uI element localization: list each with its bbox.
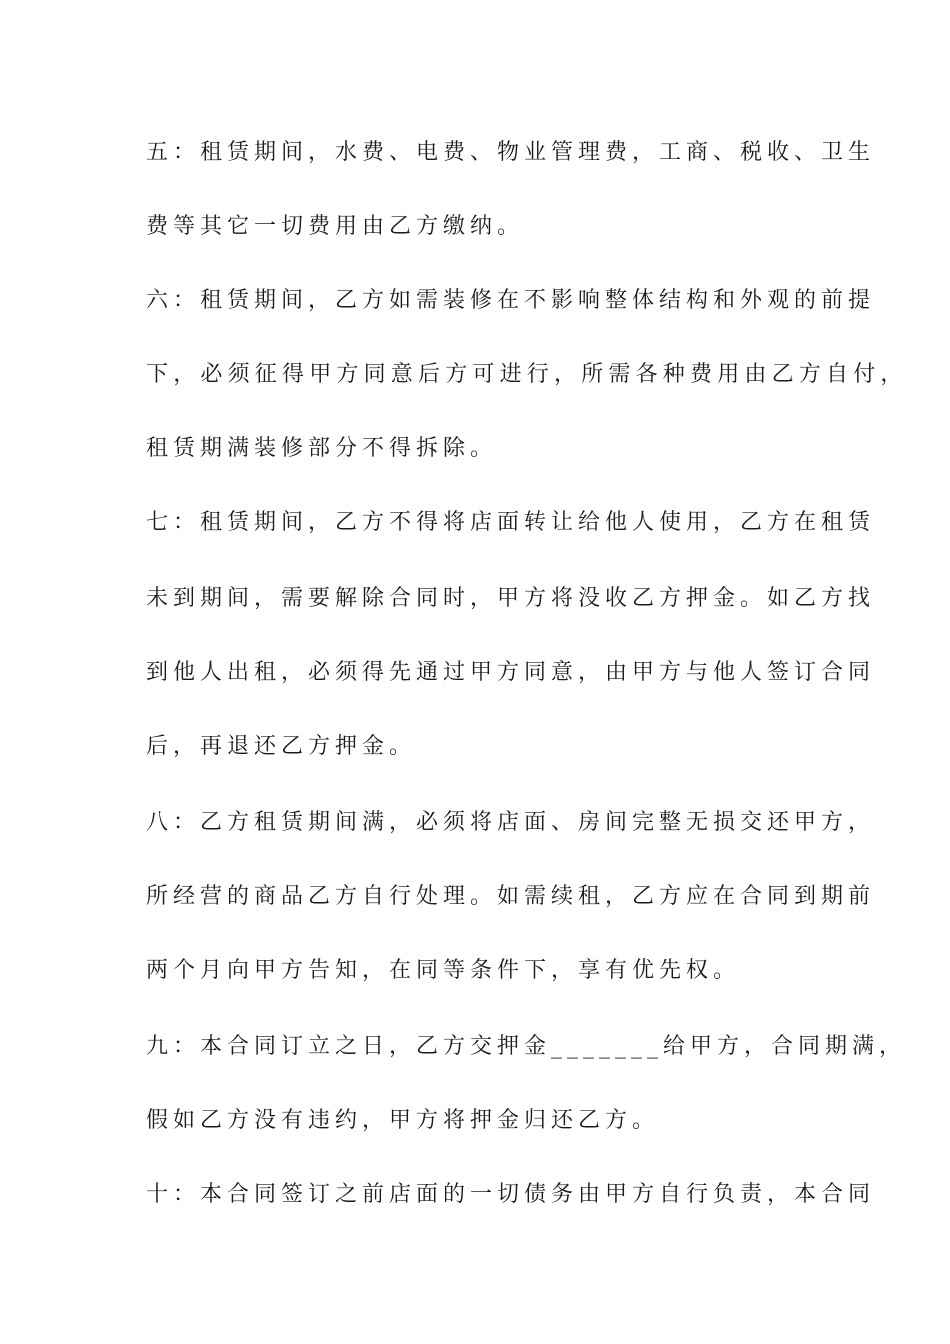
clause-7-line-3: 到他人出租，必须得先通过甲方同意，由甲方与他人签订合同 (146, 660, 876, 685)
clause-8-line-2: 所经营的商品乙方自行处理。如需续租，乙方应在合同到期前 (146, 884, 876, 909)
clause-8-line-3: 两个月向甲方告知，在同等条件下，享有优先权。 (146, 958, 741, 983)
clause-9-line-2: 假如乙方没有违约，甲方将押金归还乙方。 (146, 1108, 660, 1133)
clause-7-line-1: 七：租赁期间，乙方不得将店面转让给他人使用，乙方在租赁 (146, 510, 876, 535)
clause-5-line-1: 五：租赁期间，水费、电费、物业管理费，工商、税收、卫生 (146, 140, 876, 165)
clause-8-line-1: 八：乙方租赁期间满，必须将店面、房间完整无损交还甲方， (146, 810, 876, 835)
clause-6-line-1: 六：租赁期间，乙方如需装修在不影响整体结构和外观的前提 (146, 288, 876, 313)
clause-10-line-1: 十：本合同签订之前店面的一切债务由甲方自行负责，本合同 (146, 1182, 876, 1207)
clause-6-line-2: 下，必须征得甲方同意后方可进行，所需各种费用由乙方自付， (146, 362, 908, 387)
clause-5-line-2: 费等其它一切费用由乙方缴纳。 (146, 214, 525, 239)
clause-7-line-4: 后，再退还乙方押金。 (146, 734, 417, 759)
clause-7-line-2: 未到期间，需要解除合同时，甲方将没收乙方押金。如乙方找 (146, 586, 876, 611)
clause-6-line-3: 租赁期满装修部分不得拆除。 (146, 436, 498, 461)
clause-9-line-1: 九：本合同订立之日，乙方交押金_______给甲方，合同期满， (146, 1034, 907, 1059)
